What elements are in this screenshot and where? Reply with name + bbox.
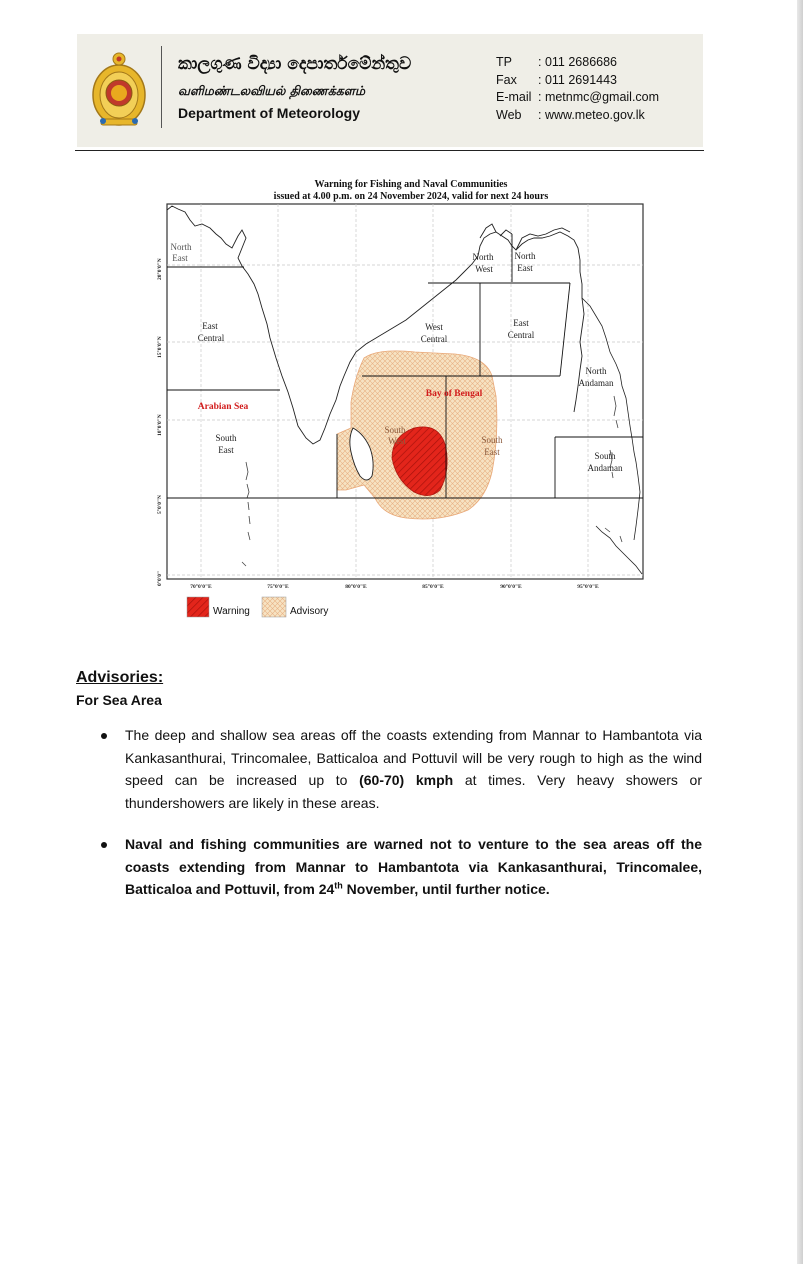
label-se-bay-2: East bbox=[484, 447, 500, 457]
advisory-bullet-2: Naval and fishing communities are warned not to venture to the sea areas off the coasts extending from Mannar to Hambantota via Kankasanthurai, Trincomalee, Batticaloa and Pottuvil, from 24th November, until further notice. bbox=[125, 833, 702, 901]
legend-warning-label: Warning bbox=[213, 606, 250, 617]
label-ec-bay-2: Central bbox=[507, 330, 535, 340]
org-name-english: Department of Meteorology bbox=[178, 105, 361, 121]
contact-fax: Fax : 011 2691443 bbox=[496, 72, 618, 87]
label-n-andaman-2: Andaman bbox=[578, 378, 614, 388]
label-arabian-sea: Arabian Sea bbox=[197, 402, 249, 412]
label-ec-arabian-2: Central bbox=[197, 333, 225, 343]
lon-label-80e: 80°0'0"E bbox=[345, 584, 367, 590]
legend-advisory-label: Advisory bbox=[290, 606, 329, 617]
contact-tp: TP : 011 2686686 bbox=[496, 55, 618, 69]
label-ne-bay-1: North bbox=[514, 251, 536, 261]
warning-map bbox=[150, 176, 650, 626]
label-se-arabian-2: East bbox=[218, 445, 234, 455]
label-ec-arabian-1: East bbox=[202, 321, 218, 331]
lon-label-90e: 90°0'0"E bbox=[500, 584, 522, 590]
lon-label-70e: 70°0'0"E bbox=[190, 584, 212, 590]
label-s-andaman-2: Andaman bbox=[587, 463, 623, 473]
lon-label-85e: 85°0'0"E bbox=[422, 584, 444, 590]
sea-area-subheading: For Sea Area bbox=[76, 692, 162, 708]
header-rule bbox=[75, 150, 704, 151]
longitude-labels bbox=[190, 583, 599, 590]
org-name-tamil: வளிமண்டலவியல் திணைக்களம் bbox=[178, 83, 366, 98]
label-se-arabian-1: South bbox=[215, 433, 237, 443]
advisories-heading: Advisories: bbox=[76, 669, 164, 686]
label-ec-bay-1: East bbox=[513, 318, 529, 328]
legend-advisory-swatch bbox=[262, 597, 286, 617]
advisory-bullet-1: The deep and shallow sea areas off the coasts extending from Mannar to Hambantota via Kankasanthurai, Trincomalee, Batticaloa and Pottuvil will be very rough to high as the wind speed can be increased up to (60-70) kmph at times. Very heavy showers or thundershowers are likely in these areas. bbox=[125, 724, 702, 815]
map-legend bbox=[187, 597, 328, 617]
label-n-andaman-1: North bbox=[585, 366, 607, 376]
label-wc-bay-2: Central bbox=[420, 334, 448, 344]
label-bay-of-bengal: Bay of Bengal bbox=[425, 389, 483, 399]
map-title: Warning for Fishing and Naval Communities bbox=[314, 179, 508, 190]
lon-label-95e: 95°0'0"E bbox=[577, 584, 599, 590]
bullet-dot bbox=[101, 842, 107, 848]
letterhead bbox=[77, 34, 703, 147]
label-sw-bay-1: South bbox=[384, 425, 406, 435]
contact-email: E-mail : metnmc@gmail.com bbox=[496, 90, 660, 104]
label-se-bay-1: South bbox=[481, 435, 503, 445]
sri-lanka-emblem-icon bbox=[91, 49, 147, 129]
lat-label-5n: 5°0'0"N bbox=[157, 494, 163, 514]
label-nw-bay-2: West bbox=[475, 264, 493, 274]
label-sw-bay-2: West bbox=[388, 436, 406, 446]
lat-label-20n: 20°0'0"N bbox=[157, 258, 163, 280]
lat-label-0: 0°0'0" bbox=[157, 570, 163, 586]
map-subtitle: issued at 4.00 p.m. on 24 November 2024, valid for next 24 hours bbox=[273, 191, 549, 202]
org-name-sinhala: කාලගුණ විද්‍යා දෙපාර්තමේන්තුව bbox=[178, 54, 412, 74]
latitude-labels bbox=[156, 258, 163, 586]
header-divider bbox=[161, 46, 162, 128]
legend-warning-swatch bbox=[187, 597, 209, 617]
label-s-andaman-1: South bbox=[594, 451, 616, 461]
contact-block bbox=[496, 54, 659, 124]
label-nw-bay-1: North bbox=[472, 252, 494, 262]
label-ne-arabian-2: East bbox=[172, 253, 188, 263]
lat-label-10n: 10°0'0"N bbox=[157, 414, 163, 436]
contact-web: Web : www.meteo.gov.lk bbox=[496, 107, 645, 122]
label-ne-arabian-1: North bbox=[170, 242, 192, 252]
page-edge-shadow bbox=[797, 0, 803, 1264]
label-ne-bay-2: East bbox=[517, 263, 533, 273]
bullet-dot bbox=[101, 733, 107, 739]
lat-label-15n: 15°0'0"N bbox=[157, 336, 163, 358]
lon-label-75e: 75°0'0"E bbox=[267, 584, 289, 590]
label-wc-bay-1: West bbox=[425, 322, 443, 332]
